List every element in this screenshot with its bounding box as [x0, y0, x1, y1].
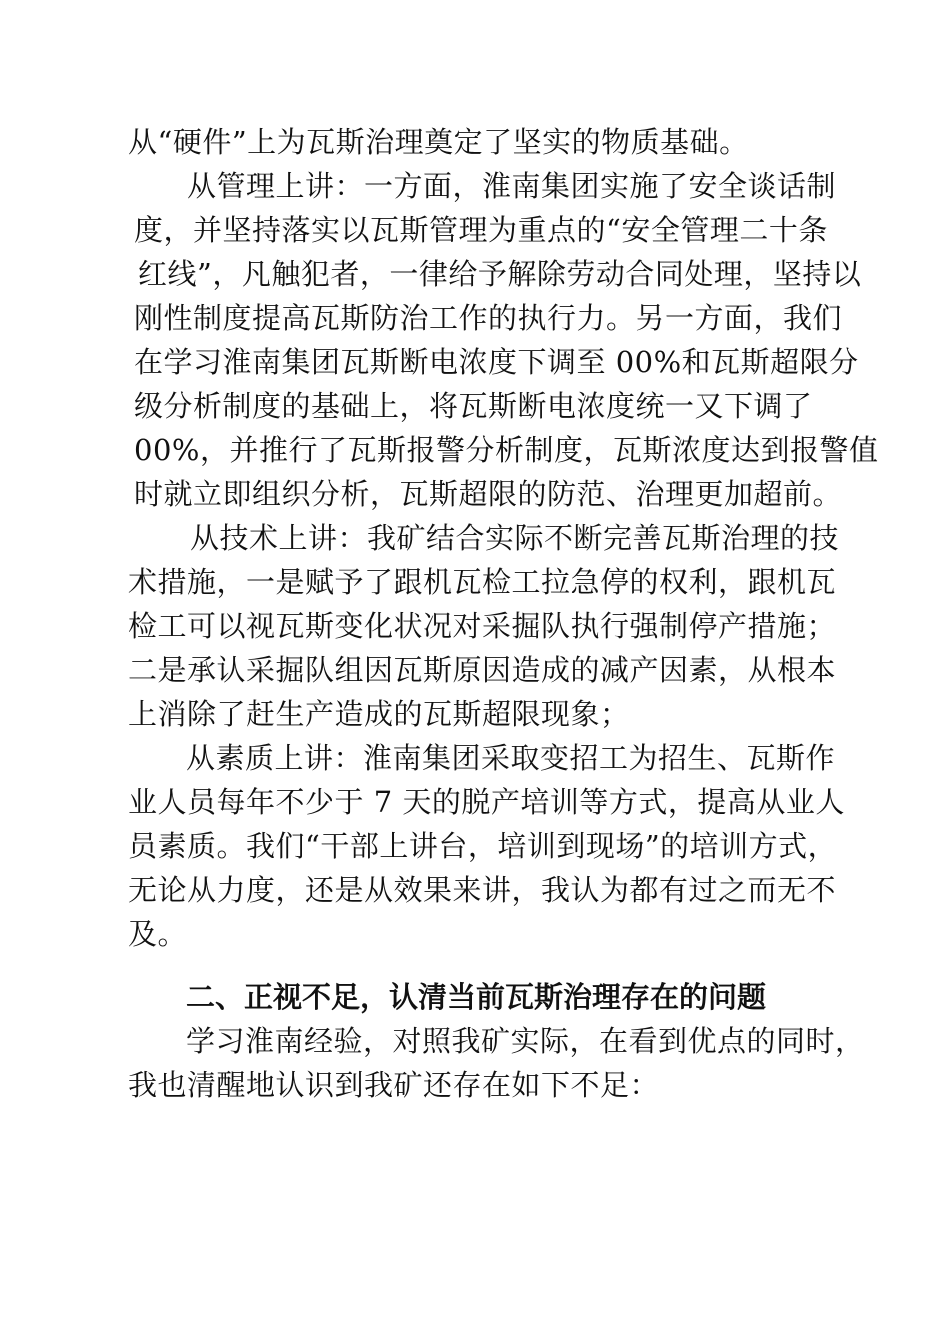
text-line: 红线”，凡触犯者，一律给予解除劳动合同处理，坚持以	[138, 257, 862, 291]
text-line: 刚性制度提高瓦斯防治工作的执行力。另一方面，我们	[134, 301, 843, 335]
text-line: 级分析制度的基础上，将瓦斯断电浓度统一又下调了	[134, 389, 813, 423]
text-line: 00%，并推行了瓦斯报警分析制度，瓦斯浓度达到报警值	[134, 433, 879, 467]
text-line: 二是承认采掘队组因瓦斯原因造成的减产因素，从根本	[128, 653, 837, 687]
text-line: 在学习淮南集团瓦斯断电浓度下调至 00%和瓦斯超限分	[134, 345, 859, 379]
text-line: 检工可以视瓦斯变化状况对采掘队执行强制停产措施；	[128, 609, 837, 643]
text-line: 学习淮南经验，对照我矿实际，在看到优点的同时，	[186, 1024, 865, 1058]
text-line: 从管理上讲：一方面，淮南集团实施了安全谈话制	[187, 169, 837, 203]
section-heading: 二、正视不足，认清当前瓦斯治理存在的问题	[186, 980, 767, 1014]
text-line: 从“硬件”上为瓦斯治理奠定了坚实的物质基础。	[128, 125, 749, 159]
text-line: 术措施，一是赋予了跟机瓦检工拉急停的权利，跟机瓦	[128, 565, 837, 599]
text-line: 业人员每年不少于 7 天的脱产培训等方式，提高从业人	[128, 785, 845, 819]
text-line: 上消除了赶生产造成的瓦斯超限现象；	[128, 697, 630, 731]
text-line: 从素质上讲：淮南集团采取变招工为招生、瓦斯作	[186, 741, 836, 775]
text-line: 度，并坚持落实以瓦斯管理为重点的“安全管理二十条	[134, 213, 828, 247]
text-line: 无论从力度，还是从效果来讲，我认为都有过之而无不	[128, 873, 837, 907]
text-line: 员素质。我们“干部上讲台，培训到现场”的培训方式，	[128, 829, 838, 863]
text-line: 从技术上讲：我矿结合实际不断完善瓦斯治理的技	[190, 521, 840, 555]
text-line: 时就立即组织分析，瓦斯超限的防范、治理更加超前。	[134, 477, 843, 511]
text-line: 我也清醒地认识到我矿还存在如下不足：	[128, 1068, 660, 1102]
text-line: 及。	[128, 917, 188, 951]
